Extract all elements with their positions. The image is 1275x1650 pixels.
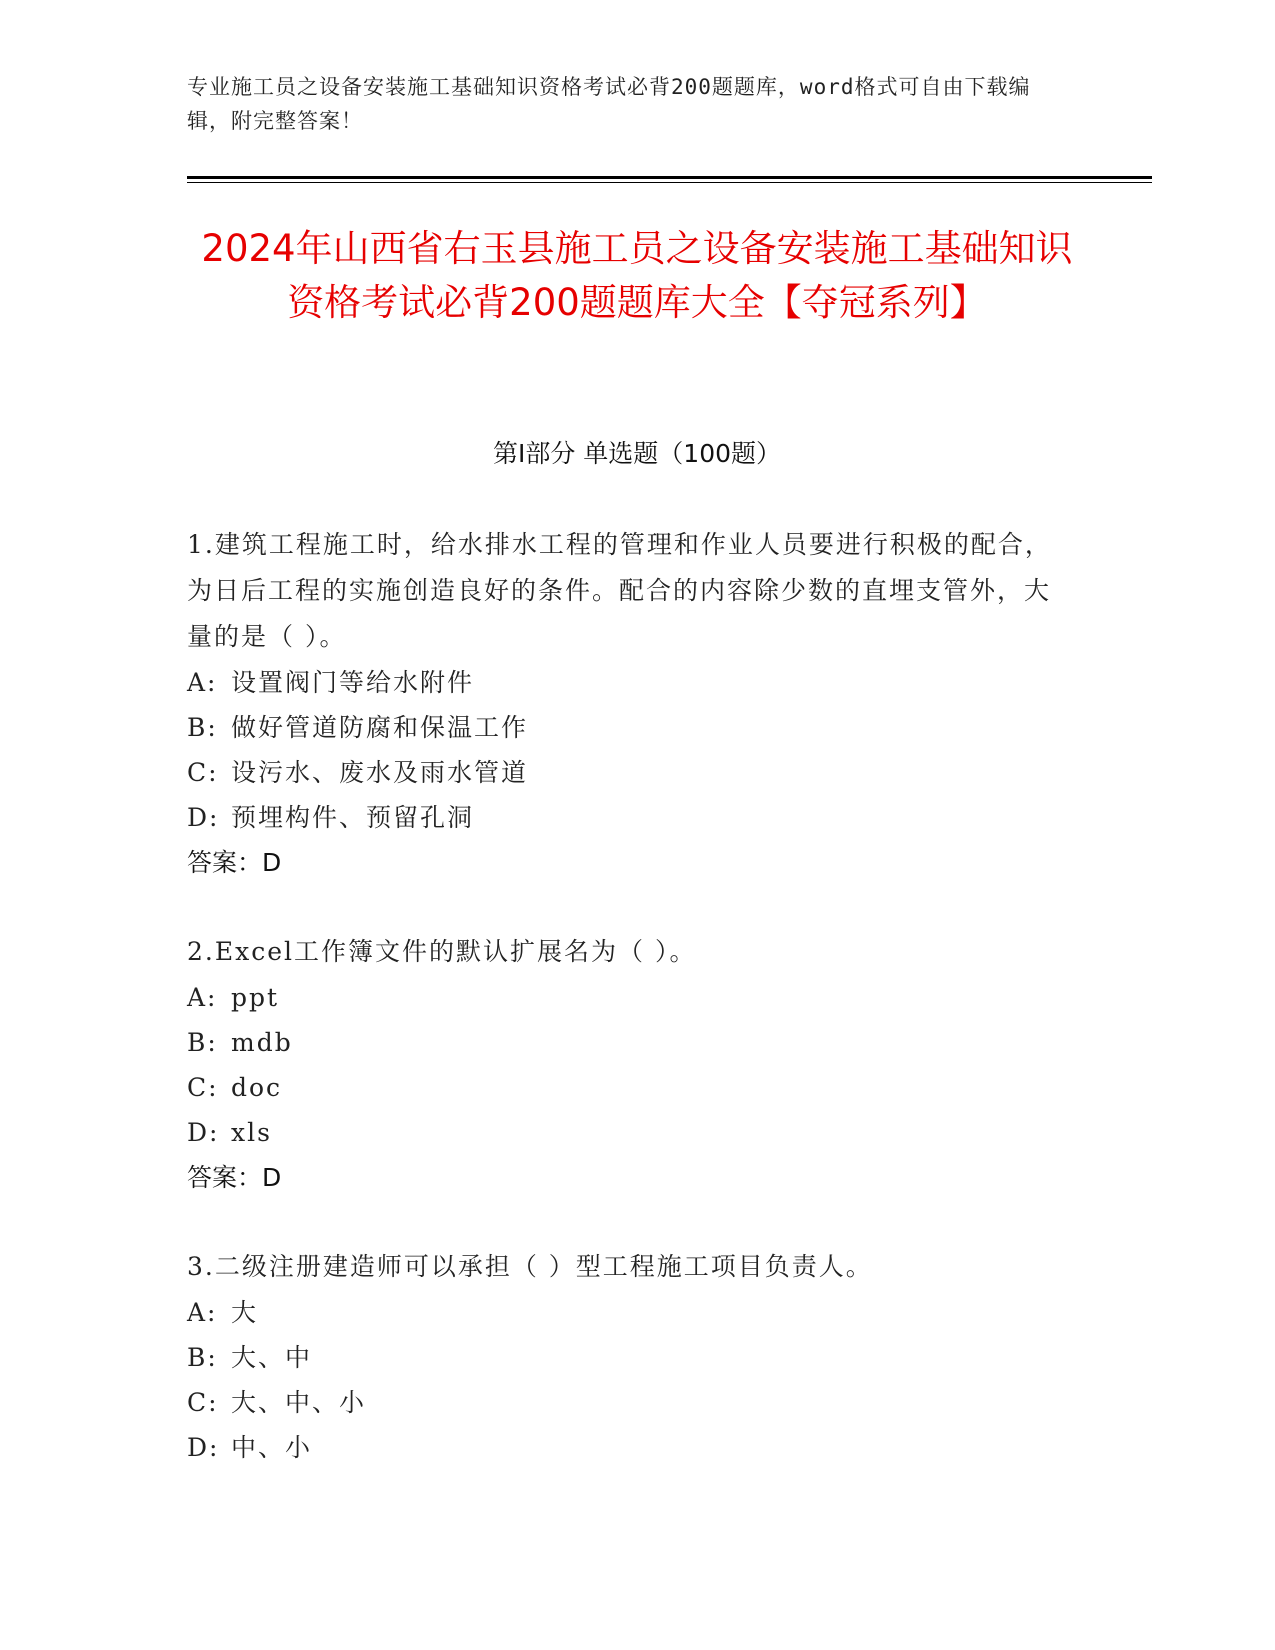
option-text: xls [231,1118,272,1147]
option-c [187,1380,1067,1425]
option-key: C: [187,1073,219,1102]
option-a [187,1290,1067,1335]
option-text: mdb [231,1028,293,1057]
option-text: 中、小 [231,1433,313,1462]
question-stem: 3.二级注册建造师可以承担（ ）型工程施工项目负责人。 [187,1252,873,1281]
option-text: 大、中 [231,1343,313,1372]
option-key: C: [187,758,219,787]
question-1 [187,522,1067,885]
option-key: A: [187,1298,218,1327]
option-text: 设置阀门等给水附件 [231,668,475,697]
option-text: doc [231,1073,283,1102]
option-key: A: [187,983,218,1012]
option-key: A: [187,668,218,697]
document-title: 2024年山西省右玉县施工员之设备安装施工基础知识资格考试必背200题题库大全【夺冠系列】 [201,227,1073,324]
option-key: D: [187,803,220,832]
question-stem: 2.Excel工作簿文件的默认扩展名为（ ）。 [187,937,697,966]
option-key: D: [187,1118,220,1147]
option-b [187,705,1067,750]
option-d [187,1110,1067,1155]
answer-line: 答案：D [187,1163,282,1192]
option-d [187,795,1067,840]
option-b [187,1020,1067,1065]
option-text: 大、中、小 [231,1388,367,1417]
option-text: 大 [231,1298,259,1327]
option-a [187,975,1067,1020]
option-b [187,1335,1067,1380]
option-key: D: [187,1433,220,1462]
question-3 [187,1244,1067,1470]
option-key: B: [187,1343,218,1372]
option-text: ppt [231,983,280,1012]
header-rule-thin [187,182,1152,183]
option-a [187,660,1067,705]
option-c [187,1065,1067,1110]
answer-line: 答案：D [187,848,282,877]
header-rule-thick [187,176,1152,179]
option-d [187,1425,1067,1470]
option-text: 做好管道防腐和保温工作 [231,713,529,742]
option-key: B: [187,713,218,742]
option-text: 设污水、废水及雨水管道 [231,758,529,787]
header-note: 专业施工员之设备安装施工基础知识资格考试必背200题题库，word格式可自由下载编辑，附完整答案！ [187,75,1031,133]
section-title: 第Ⅰ部分 单选题（100题） [492,439,782,468]
option-key: B: [187,1028,218,1057]
question-stem: 1.建筑工程施工时，给水排水工程的管理和作业人员要进行积极的配合，为日后工程的实施创造良好的条件。配合的内容除少数的直埋支管外，大量的是（ ）。 [187,530,1052,651]
option-text: 预埋构件、预留孔洞 [231,803,475,832]
option-key: C: [187,1388,219,1417]
question-2 [187,929,1067,1200]
question-list [187,522,1067,1514]
option-c [187,750,1067,795]
